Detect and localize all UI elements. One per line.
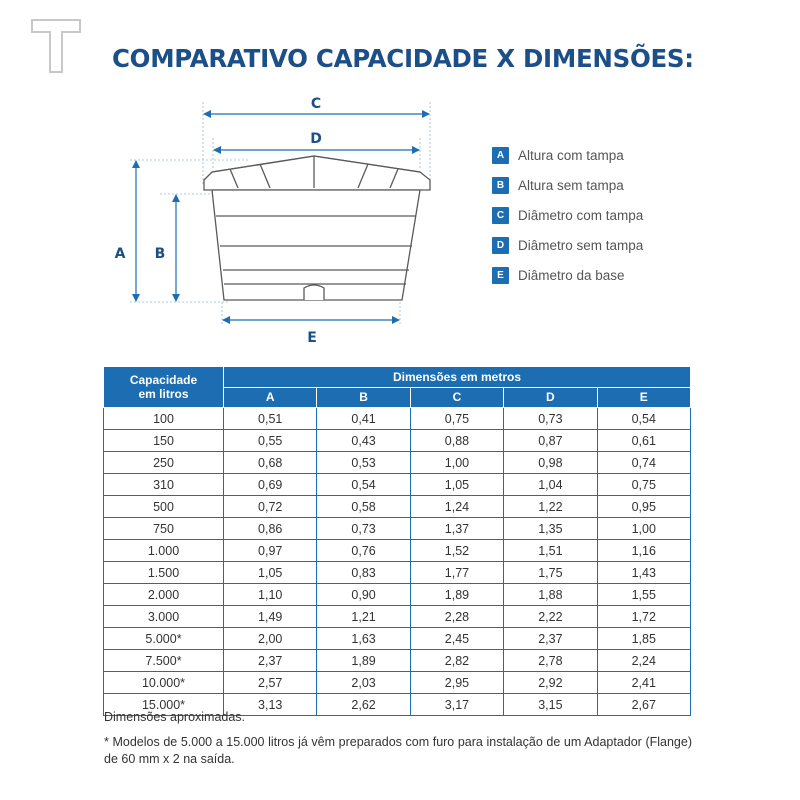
- capacity-cell: 310: [104, 474, 224, 496]
- capacity-cell: 750: [104, 518, 224, 540]
- dimension-cell: 1,49: [224, 606, 317, 628]
- legend-letter-a: A: [492, 147, 509, 164]
- capacity-cell: 150: [104, 430, 224, 452]
- legend: [492, 146, 643, 296]
- legend-letter-c: C: [492, 207, 509, 224]
- legend-text-d: Diâmetro sem tampa: [518, 237, 644, 253]
- note-models: * Modelos de 5.000 a 15.000 litros já vêm preparados com furo para instalação de um Adaptador (Flange) de 60 mm x 2 na saída.: [104, 735, 692, 766]
- legend-text-a: Altura com tampa: [518, 147, 624, 163]
- capacity-cell: 1.000: [104, 540, 224, 562]
- table-row: [104, 584, 691, 606]
- table-row: [104, 628, 691, 650]
- table-row: [104, 452, 691, 474]
- dimension-cell: 0,41: [317, 408, 410, 430]
- legend-letter-b: B: [492, 177, 509, 194]
- dimension-cell: 1,55: [597, 584, 690, 606]
- dimension-cell: 1,24: [410, 496, 503, 518]
- dimension-cell: 1,05: [410, 474, 503, 496]
- capacity-cell: 100: [104, 408, 224, 430]
- dimensions-table: [103, 366, 691, 716]
- page-title: COMPARATIVO CAPACIDADE X DIMENSÕES:: [112, 44, 694, 73]
- dimension-cell: 2,41: [597, 672, 690, 694]
- dimension-cell: 1,75: [504, 562, 597, 584]
- dimension-cell: 1,63: [317, 628, 410, 650]
- dimension-cell: 2,78: [504, 650, 597, 672]
- table-row: [104, 408, 691, 430]
- legend-item-e: [492, 266, 643, 284]
- capacity-header-line1: Capacidade: [129, 373, 198, 387]
- dimension-cell: 2,22: [504, 606, 597, 628]
- table-body: [104, 408, 691, 716]
- dimension-cell: 1,89: [317, 650, 410, 672]
- dimension-cell: 0,72: [224, 496, 317, 518]
- legend-letter-d: D: [492, 237, 509, 254]
- dimension-cell: 3,13: [224, 694, 317, 716]
- legend-item-b: [492, 176, 643, 194]
- column-header-c: C: [410, 387, 503, 408]
- dimension-cell: 1,21: [317, 606, 410, 628]
- dimension-cell: 0,87: [504, 430, 597, 452]
- dimension-cell: 1,05: [224, 562, 317, 584]
- dimension-cell: 0,95: [597, 496, 690, 518]
- table-row: [104, 562, 691, 584]
- dimension-cell: 0,53: [317, 452, 410, 474]
- dimension-cell: 1,04: [504, 474, 597, 496]
- dimension-cell: 0,55: [224, 430, 317, 452]
- dimension-cell: 2,37: [224, 650, 317, 672]
- table-row: [104, 650, 691, 672]
- dimension-a-label: A: [114, 246, 126, 262]
- capacity-cell: 10.000*: [104, 672, 224, 694]
- dimension-cell: 1,52: [410, 540, 503, 562]
- table-row: [104, 430, 691, 452]
- capacity-cell: 5.000*: [104, 628, 224, 650]
- dimension-cell: 0,58: [317, 496, 410, 518]
- legend-text-b: Altura sem tampa: [518, 177, 624, 193]
- legend-item-a: [492, 146, 643, 164]
- dimension-cell: 0,69: [224, 474, 317, 496]
- dimension-cell: 0,75: [410, 408, 503, 430]
- dimension-cell: 0,83: [317, 562, 410, 584]
- dimension-cell: 1,22: [504, 496, 597, 518]
- dimension-cell: 0,43: [317, 430, 410, 452]
- dimension-cell: 2,95: [410, 672, 503, 694]
- dimension-cell: 1,37: [410, 518, 503, 540]
- dimension-cell: 1,77: [410, 562, 503, 584]
- table-row: [104, 496, 691, 518]
- column-header-e: E: [597, 387, 690, 408]
- dimension-cell: 0,61: [597, 430, 690, 452]
- dimension-cell: 1,00: [597, 518, 690, 540]
- dimension-cell: 1,85: [597, 628, 690, 650]
- dimension-d-label: D: [310, 131, 322, 147]
- legend-letter-e: E: [492, 267, 509, 284]
- dimension-cell: 0,75: [597, 474, 690, 496]
- dimension-cell: 1,43: [597, 562, 690, 584]
- legend-item-c: [492, 206, 643, 224]
- dimension-cell: 0,68: [224, 452, 317, 474]
- dimension-cell: 2,37: [504, 628, 597, 650]
- capacity-cell: 15.000*: [104, 694, 224, 716]
- capacity-cell: 7.500*: [104, 650, 224, 672]
- dimension-cell: 0,88: [410, 430, 503, 452]
- dimension-e-label: E: [307, 330, 317, 346]
- dimension-cell: 1,16: [597, 540, 690, 562]
- table-row: [104, 672, 691, 694]
- capacity-cell: 250: [104, 452, 224, 474]
- dimension-cell: 0,74: [597, 452, 690, 474]
- capacity-header: [104, 367, 224, 408]
- dimension-cell: 0,98: [504, 452, 597, 474]
- column-header-d: D: [504, 387, 597, 408]
- dimension-c-label: C: [310, 96, 322, 112]
- dimension-cell: 0,90: [317, 584, 410, 606]
- dimension-cell: 3,17: [410, 694, 503, 716]
- capacity-header-line2: em litros: [138, 387, 189, 401]
- dimension-cell: 0,54: [597, 408, 690, 430]
- dimension-cell: 1,72: [597, 606, 690, 628]
- column-header-b: B: [317, 387, 410, 408]
- dimension-b-label: B: [154, 246, 166, 262]
- tank-diagram: [100, 88, 460, 348]
- dimension-cell: 2,57: [224, 672, 317, 694]
- dimension-cell: 1,51: [504, 540, 597, 562]
- dimension-cell: 2,62: [317, 694, 410, 716]
- dimension-cell: 0,73: [504, 408, 597, 430]
- table-row: [104, 540, 691, 562]
- dimension-cell: 0,97: [224, 540, 317, 562]
- column-header-a: A: [224, 387, 317, 408]
- dimension-cell: 1,10: [224, 584, 317, 606]
- dimension-cell: 0,86: [224, 518, 317, 540]
- brand-logo-icon: [30, 18, 82, 74]
- dimension-cell: 0,51: [224, 408, 317, 430]
- dimension-cell: 3,15: [504, 694, 597, 716]
- dimension-cell: 2,92: [504, 672, 597, 694]
- notes: [104, 710, 692, 768]
- legend-item-d: [492, 236, 643, 254]
- dimension-cell: 1,00: [410, 452, 503, 474]
- dimension-cell: 2,67: [597, 694, 690, 716]
- dimension-cell: 0,73: [317, 518, 410, 540]
- table-row: [104, 518, 691, 540]
- capacity-cell: 2.000: [104, 584, 224, 606]
- note-approximate: Dimensões aproximadas.: [104, 710, 246, 724]
- dimension-cell: 2,82: [410, 650, 503, 672]
- dimensions-group-header: Dimensões em metros: [224, 367, 691, 388]
- legend-text-c: Diâmetro com tampa: [518, 207, 644, 223]
- dimension-cell: 2,24: [597, 650, 690, 672]
- dimension-cell: 1,35: [504, 518, 597, 540]
- dimension-cell: 2,28: [410, 606, 503, 628]
- legend-text-e: Diâmetro da base: [518, 267, 625, 283]
- dimension-cell: 2,00: [224, 628, 317, 650]
- dimension-cell: 1,88: [504, 584, 597, 606]
- dimension-cell: 2,45: [410, 628, 503, 650]
- dimension-cell: 1,89: [410, 584, 503, 606]
- dimension-cell: 0,54: [317, 474, 410, 496]
- capacity-cell: 3.000: [104, 606, 224, 628]
- capacity-cell: 1.500: [104, 562, 224, 584]
- dimension-cell: 2,03: [317, 672, 410, 694]
- dimension-cell: 0,76: [317, 540, 410, 562]
- table-row: [104, 474, 691, 496]
- table-row: [104, 606, 691, 628]
- capacity-cell: 500: [104, 496, 224, 518]
